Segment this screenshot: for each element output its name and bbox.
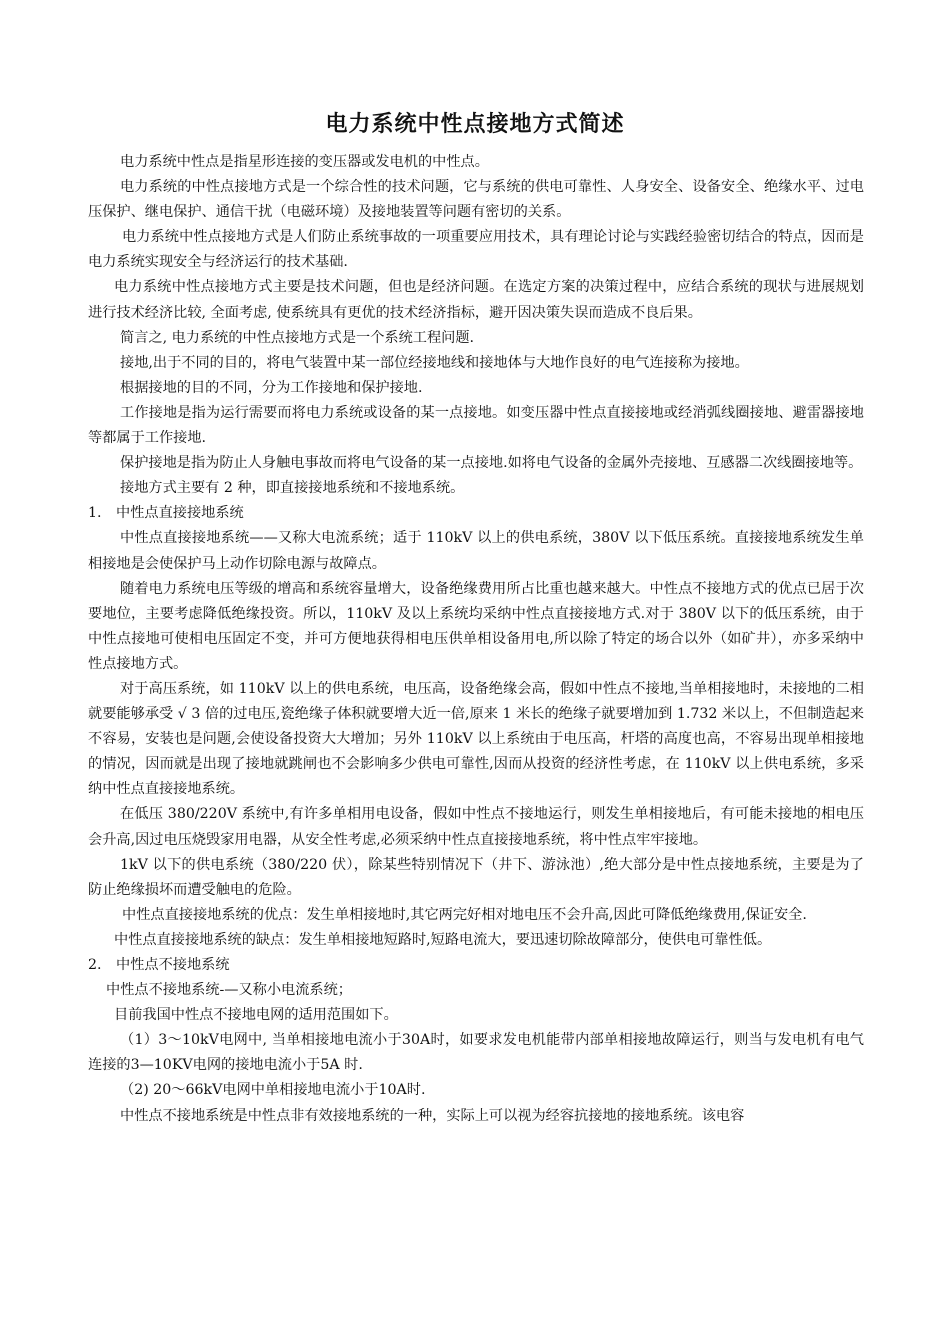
paragraph: 根据接地的目的不同，分为工作接地和保护接地.	[120, 379, 423, 396]
paragraph: 电力系统中性点接地方式是人们防止系统事故的一项重要应用技术，具有理论讨论与实践经验密切结合的特点，因而是电力系统实现安全与经济运行的技术基础.	[88, 229, 864, 271]
paragraph: 中性点不接地系统是中性点非有效接地系统的一种，实际上可以视为经容抗接地的接地系统。该电容	[120, 1107, 745, 1124]
paragraph: 1kV 以下的供电系统（380/220 伏），除某些特别情况下（井下、游泳池）,绝大部分是中性点接地系统，主要是为了防止绝缘损坏而遭受触电的危险。	[88, 856, 864, 898]
paragraph: 中性点直接接地系统的优点：发生单相接地时,其它两完好相对地电压不会升高,因此可降低绝缘费用,保证安全.	[122, 906, 807, 923]
paragraph: 目前我国中性点不接地电网的适用范围如下。	[114, 1007, 398, 1024]
paragraph: 接地方式主要有 2 种，即直接接地系统和不接地系统。	[120, 480, 465, 497]
paragraph: 中性点直接接地系统——又称大电流系统；适于 110kV 以上的供电系统，380V 以下低压系统。直接接地系统发生单相接地是会使保护马上动作切除电源与故障点。	[88, 530, 864, 572]
section-heading-1	[88, 501, 864, 526]
paragraph: 电力系统中性点是指星形连接的变压器或发电机的中性点。	[120, 154, 489, 170]
paragraph: 在低压 380/220V 系统中,有许多单相用电设备，假如中性点不接地运行，则发生单相接地后，有可能未接地的相电压会升高,因过电压烧毁家用电器，从安全性考虑,必须采纳中性点直接接地系统，将中性点牢牢接地。	[88, 806, 864, 848]
document-body	[88, 150, 864, 1129]
document-title: 电力系统中性点接地方式简述	[325, 112, 625, 137]
paragraph: 接地,出于不同的目的，将电气装置中某一部位经接地线和接地体与大地作良好的电气连接称为接地。	[120, 354, 749, 371]
paragraph: 中性点直接接地系统的缺点：发生单相接地短路时,短路电流大，要迅速切除故障部分，使供电可靠性低。	[114, 931, 772, 948]
section-heading-text: 中性点直接接地系统	[116, 505, 244, 522]
paragraph: 随着电力系统电压等级的增高和系统容量增大，设备绝缘费用所占比重也越来越大。中性点不接地方式的优点已居于次要地位，主要考虑降低绝缘投资。所以，110kV 及以上系统均采纳中性点直接接地方式.对于 380V 以下的低压系统，由于中性点接地可使相电压固定不变，并可方便地获得相电压供单相设备用电,所以除了特定的场合以外（如矿井），亦多采纳中性点接地方式。	[88, 580, 864, 672]
paragraph: （1）3～10kV电网中, 当单相接地电流小于30A时，如要求发电机能带内部单相接地故障运行，则当与发电机有电气连接的3—10KV电网的接地电流小于5A 时.	[88, 1032, 864, 1074]
paragraph: 工作接地是指为运行需要而将电力系统或设备的某一点接地。如变压器中性点直接接地或经消弧线圈接地、避雷器接地等都属于工作接地.	[88, 404, 864, 447]
paragraph: （2) 20～66kV电网中单相接地电流小于10A时.	[120, 1082, 426, 1099]
paragraph: 对于高压系统，如 110kV 以上的供电系统，电压高，设备绝缘会高，假如中性点不接地,当单相接地时，未接地的二相就要能够承受 √ 3 倍的过电压,瓷绝缘子体积就要增大近一倍,原来 1 米长的绝缘子就要增加到 1.732 米以上，不但制造起来不容易，安装也是问题,会使设备投资大大增加；另外 110kV 以上系统由于电压高，杆塔的高度也高，不容易出现单相接地的情况，因而就是出现了接地就跳闸也不会影响多少供电可靠性,因而从投资的经济性考虑，在 110kV 以上供电系统，多采纳中性点直接接地系统。	[88, 680, 864, 798]
section-heading-2	[88, 953, 864, 978]
paragraph: 中性点不接地系统-—又称小电流系统；	[106, 982, 352, 999]
section-number: 2.	[88, 957, 102, 973]
paragraph: 简言之, 电力系统的中性点接地方式是一个系统工程问题.	[120, 329, 475, 346]
paragraph: 电力系统的中性点接地方式是一个综合性的技术问题，它与系统的供电可靠性、人身安全、设备安全、绝缘水平、过电压保护、继电保护、通信干扰（电磁环境）及接地装置等问题有密切的关系。	[88, 179, 864, 221]
paragraph: 保护接地是指为防止人身触电事故而将电气设备的某一点接地.如将电气设备的金属外壳接地、互感器二次线圈接地等。	[120, 455, 863, 472]
paragraph: 电力系统中性点接地方式主要是技术问题，但也是经济问题。在选定方案的决策过程中，应结合系统的现状与进展规划进行技术经济比较, 全面考虑, 使系统具有更优的技术经济指标，避开因决策失误而造成不良后果。	[88, 279, 864, 321]
section-number: 1.	[88, 505, 102, 522]
section-heading-text: 中性点不接地系统	[116, 957, 230, 973]
